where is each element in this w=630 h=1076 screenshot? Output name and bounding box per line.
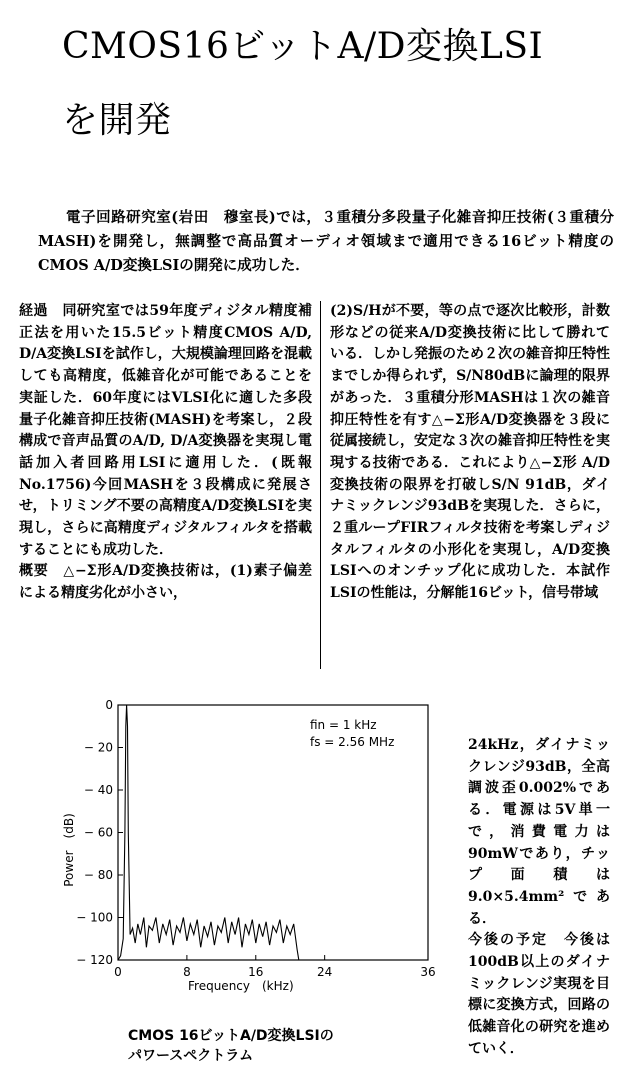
yotei-label: 今後の予定 <box>468 932 548 949</box>
keika-text: 同研究室では59年度ディジタル精度補正法を用いた15.5ビット精度CMOS A/D, D/A変換LSIを試作し，大規模論理回路を混載しても高精度，低雑音化が可能であることを実証した．60年度にはVLSI化に適した多段量子化雑音抑圧技術(MASH)を考案し，２段構成で音声品質のA/D, D/A変換器を実現し電話加入者回路用LSIに適用した．(既報No.1756)今回MASHを３段構成に発展させ，トリミング不要の高精度A/D変換LSIを実現し，さらに高精度ディジタルフィルタを搭載することにも成功した． <box>19 303 312 558</box>
gaiyo-paragraph <box>19 561 312 604</box>
y-axis-label: Power (dB) <box>62 813 76 887</box>
power-series-line <box>118 705 302 960</box>
body-column-right-lower <box>468 735 610 1061</box>
lead-paragraph: 電子回路研究室(岩田 穆室長)では，３重積分多段量子化雑音抑圧技術(３重積分MASH)を開発し，無調整で高品質オーディオ領域まで適用できる16ビット精度のCMOS A/D変換LSIの開発に成功した． <box>38 209 614 274</box>
y-tick-label: − 80 <box>83 868 113 882</box>
x-tick-label: 8 <box>183 965 191 979</box>
keika-paragraph <box>19 301 312 561</box>
power-spectrum-chart <box>0 690 455 1020</box>
x-tick-label: 0 <box>114 965 122 979</box>
y-axis-ticks <box>76 698 123 967</box>
y-tick-label: − 20 <box>83 740 113 755</box>
x-tick-label: 24 <box>317 965 333 979</box>
y-tick-label: 0 <box>105 698 113 712</box>
body-column-left <box>19 301 312 605</box>
yotei-text: 今後は100dB以上のダイナミックレンジ実現を目標に変換方式，回路の低雑音化の研究を進めていく． <box>468 932 610 1057</box>
caption-line-1: CMOS 16ビットA/D変換LSIの <box>128 1028 334 1044</box>
power-spectrum-figure <box>0 690 455 1024</box>
y-tick-label: − 120 <box>76 953 113 967</box>
right-text: (2)S/Hが不要，等の点で逐次比較形，計数形などの従来A/D変換技術に比して勝れている．しかし発振のため２次の雑音抑圧特性までしか得られず，S/N80dBに論理的限界があった．３重積分形MASHは１次の雑音抑圧特性を有す△−Σ形A/D変換器を３段に従属接続し，安定な３次の雑音抑圧特性を実現する技術である．これにより△−Σ形 A/D変換技術の限界を打破しS/N 91dB，ダイナミックレンジ93dBを実現した．さらに，２重ループFIRフィルタ技術を考案しディジタルフィルタの小形化を実現し，A/D変換LSIへのオンチップ化に成功した．本試作LSIの性能は，分解能16ビット，信号帯域 <box>330 303 610 602</box>
column-divider <box>320 301 321 669</box>
x-tick-label: 36 <box>420 965 436 979</box>
annotation-fs: fs = 2.56 MHz <box>310 735 395 749</box>
yotei-paragraph <box>468 930 610 1060</box>
right-lower-text: 24kHz，ダイナミックレンジ93dB，全高調波歪0.002%である．電源は5V単一で，消費電力は90mWであり，チップ面積は9.0×5.4mm²である． <box>468 737 610 927</box>
y-tick-label: − 60 <box>83 825 113 840</box>
title-line-2: を開発 <box>62 100 172 141</box>
figure-caption <box>128 1026 428 1066</box>
page-title <box>62 10 602 158</box>
gaiyo-text: △−Σ形A/D変換技術は，(1)素子偏差による精度劣化が小さい， <box>19 563 312 602</box>
body-column-right <box>330 301 610 605</box>
y-tick-label: − 100 <box>76 910 113 925</box>
caption-line-2: パワースペクトラム <box>128 1048 254 1064</box>
gaiyo-label: 概要 <box>19 563 49 580</box>
keika-label: 経過 <box>19 303 48 319</box>
x-tick-label: 16 <box>248 965 264 979</box>
x-axis-label: Frequency (kHz) <box>188 979 294 993</box>
y-tick-label: − 40 <box>83 783 113 797</box>
title-line-1: CMOS16ビットA/D変換LSI <box>62 26 544 67</box>
x-axis-ticks <box>114 955 435 979</box>
annotation-fin: fin = 1 kHz <box>310 718 377 732</box>
